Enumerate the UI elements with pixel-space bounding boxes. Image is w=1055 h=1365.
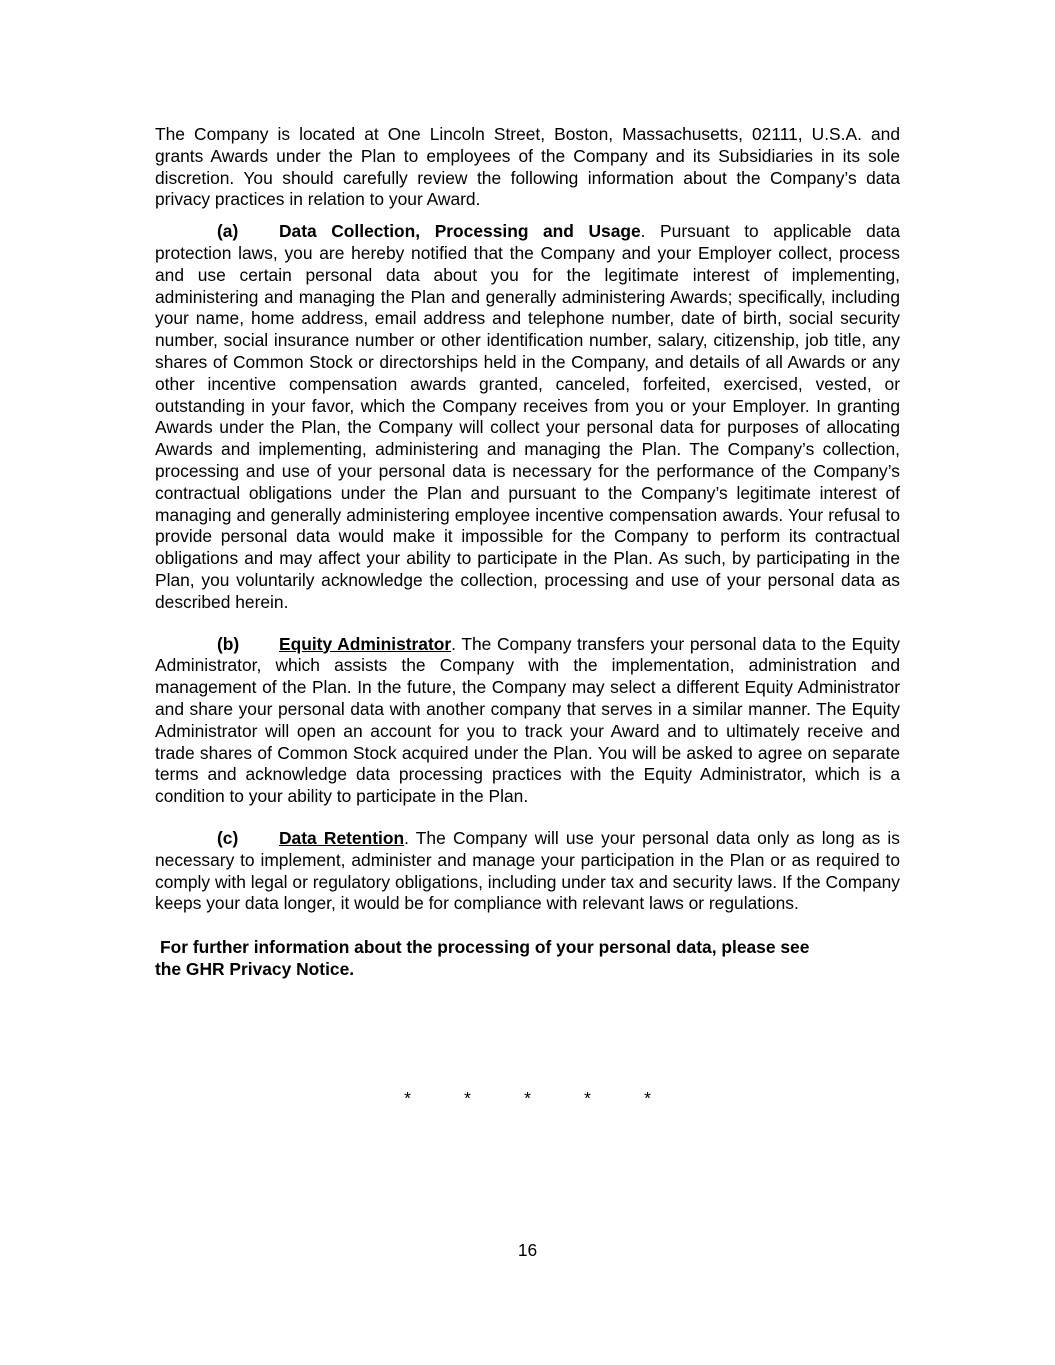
divider-star: *: [404, 1088, 411, 1108]
section-c-label: (c): [217, 827, 239, 848]
section-c-body: . The Company will use your personal data only as long as is necessary to implement, administer and manage your participation in the Plan or as required to comply with legal or regulatory obligations, including under tax and security laws. If the Company keeps your data longer, it would be for compliance with relevant laws or regulations.: [155, 827, 900, 914]
divider-star: *: [584, 1088, 591, 1108]
closing-line-2: the GHR Privacy Notice.: [155, 958, 355, 979]
section-divider-stars: [0, 1088, 1055, 1109]
divider-star: *: [464, 1088, 471, 1108]
document-page: [155, 124, 900, 981]
page-number: 16: [517, 1240, 538, 1260]
section-a-body: . Pursuant to applicable data protection laws, you are hereby notified that the Company and your Employer collect, process and use certain personal data about you for the legitimate interest of implementing, administering and managing the Plan and generally administering Awards; specifically, including your name, home address, email address and telephone number, date of birth, social security number, social insurance number or other identification number, salary, citizenship, job title, any shares of Common Stock or directorships held in the Company, and details of all Awards or any other incentive compensation awards granted, canceled, forfeited, exercised, vested, or outstanding in your favor, which the Company receives from you or your Employer. In granting Awards under the Plan, the Company will collect your personal data for purposes of allocating Awards and implementing, administering and managing the Plan. The Company’s collection, processing and use of your personal data is necessary for the performance of the Company’s contractual obligations under the Plan and pursuant to the Company’s legitimate interest of managing and generally administering employee incentive compensation awards. Your refusal to provide personal data would make it impossible for the Company to perform its contractual obligations and may affect your ability to participate in the Plan. As such, by participating in the Plan, you voluntarily acknowledge the collection, processing and use of your personal data as described herein.: [155, 221, 900, 612]
section-b-body: . The Company transfers your personal data to the Equity Administrator, which assists the Company with the implementation, administration and management of the Plan. In the future, the Company may select a different Equity Administrator and share your personal data with another company that serves in a similar manner. The Equity Administrator will open an account for you to track your Award and to ultimately receive and trade shares of Common Stock acquired under the Plan. You will be asked to agree on separate terms and acknowledge data processing practices with the Equity Administrator, which is a condition to your ability to participate in the Plan.: [155, 633, 901, 807]
section-c-paragraph: [155, 828, 900, 915]
section-a-paragraph: [155, 221, 900, 613]
closing-line-1: For further information about the processing of your personal data, please see: [160, 937, 810, 958]
closing-note: [155, 937, 900, 981]
section-b-label: (b): [217, 633, 240, 654]
section-c-heading: Data Retention: [279, 827, 405, 848]
intro-paragraph: The Company is located at One Lincoln Street, Boston, Massachusetts, 02111, U.S.A. and grants Awards under the Plan to employees of the Company and its Subsidiaries in its sole discretion. You should carefully review the following information about the Company’s data privacy practices in relation to your Award.: [155, 124, 900, 210]
section-b-paragraph: [155, 634, 900, 808]
section-b-heading: Equity Administrator: [279, 633, 452, 654]
section-a-label: (a): [217, 221, 239, 242]
divider-star: *: [524, 1088, 531, 1108]
section-a-heading: Data Collection, Processing and Usage: [279, 221, 641, 242]
divider-star: *: [644, 1088, 651, 1108]
